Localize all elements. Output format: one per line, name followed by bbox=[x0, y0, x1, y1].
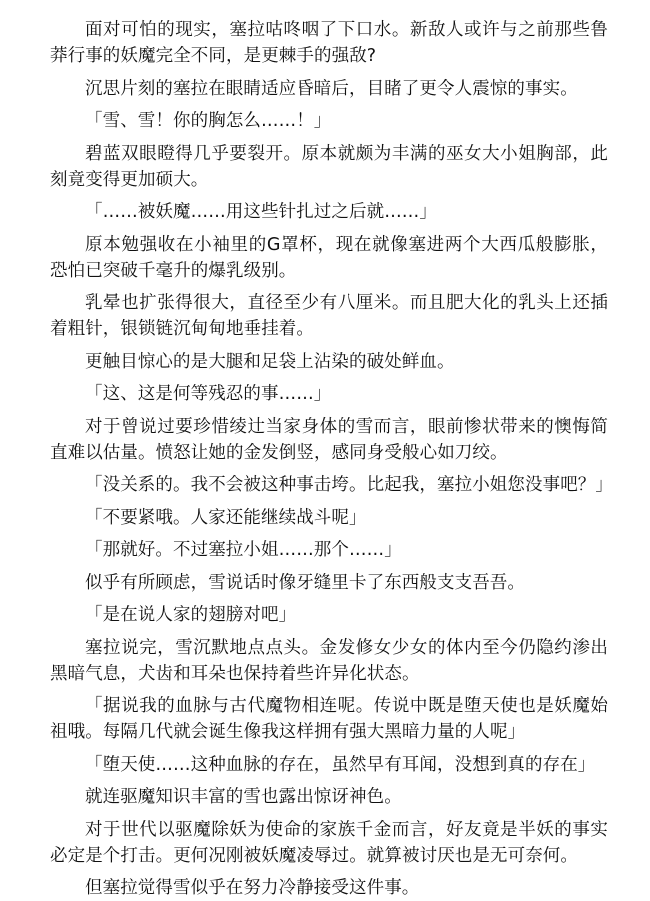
paragraph-2: 沉思片刻的塞拉在眼睛适应昏暗后，目睹了更令人震惊的事实。 bbox=[85, 78, 578, 99]
paragraph-5: 「……被妖魔……用这些针扎过之后就……」 bbox=[85, 202, 437, 222]
paragraph-8: 更触目惊心的是大腿和足袋上沾染的破处鲜血。 bbox=[85, 351, 455, 372]
paragraph-14: 似乎有所顾虑，雪说话时像牙缝里卡了东西般支支吾吾。 bbox=[85, 572, 525, 593]
paragraph-7: 乳晕也扩张得很大，直径至少有八厘米。而且肥大化的乳头上还插着粗针，银锁链沉甸甸地垂挂着。 bbox=[50, 293, 608, 339]
paragraph-17: 「据说我的血脉与古代魔物相连呢。传说中既是堕天使也是妖魔始祖哦。每隔几代就会诞生像我这样拥有强大黑暗力量的人呢」 bbox=[50, 696, 608, 742]
paragraph-19: 就连驱魔知识丰富的雪也露出惊讶神色。 bbox=[85, 787, 402, 807]
paragraph-21: 但塞拉觉得雪似乎在努力冷静接受这件事。 bbox=[85, 878, 420, 898]
paragraph-4: 碧蓝双眼瞪得几乎要裂开。原本就颇为丰满的巫女大小姐胸部，此刻竟变得更加硕大。 bbox=[50, 143, 608, 190]
paragraph-18: 「堕天使……这种血脉的存在，虽然早有耳闻，没想到真的存在」 bbox=[85, 754, 596, 775]
paragraph-10: 对于曾说过要珍惜绫辻当家身体的雪而言，眼前惨状带来的懊悔简直难以估量。愤怒让她的金发倒竖，感同身受般心如刀绞。 bbox=[50, 416, 608, 463]
paragraph-1: 面对可怕的现实，塞拉咕咚咽了下口水。新敌人或许与之前那些鲁莽行事的妖魔完全不同，是更棘手的强敌? bbox=[50, 20, 608, 66]
paragraph-15: 「是在说人家的翅膀对吧」 bbox=[85, 605, 297, 625]
paragraph-20: 对于世代以驱魔除妖为使命的家族千金而言，好友竟是半妖的事实必定是个打击。更何况刚被妖魔凌辱过。就算被讨厌也是无可奈何。 bbox=[50, 819, 608, 866]
paragraph-11: 「没关系的。我不会被这种事击垮。比起我，塞拉小姐您没事吧？」 bbox=[85, 475, 613, 495]
paragraph-3: 「雪、雪！你的胸怎么……！」 bbox=[85, 111, 332, 131]
paragraph-12: 「不要紧哦。人家还能继续战斗呢」 bbox=[85, 507, 367, 528]
paragraph-9: 「这、这是何等残忍的事……」 bbox=[85, 384, 332, 404]
paragraph-6: 原本勉强收在小袖里的G罩杯，现在就像塞进两个大西瓜般膨胀，恐怕已突破千毫升的爆乳级别。 bbox=[50, 234, 608, 281]
paragraph-16: 塞拉说完，雪沉默地点点头。金发修女少女的体内至今仍隐约渗出黑暗气息，犬齿和耳朵也保持着些许异化状态。 bbox=[50, 637, 608, 684]
paragraph-13: 「那就好。不过塞拉小姐……那个……」 bbox=[85, 540, 402, 560]
